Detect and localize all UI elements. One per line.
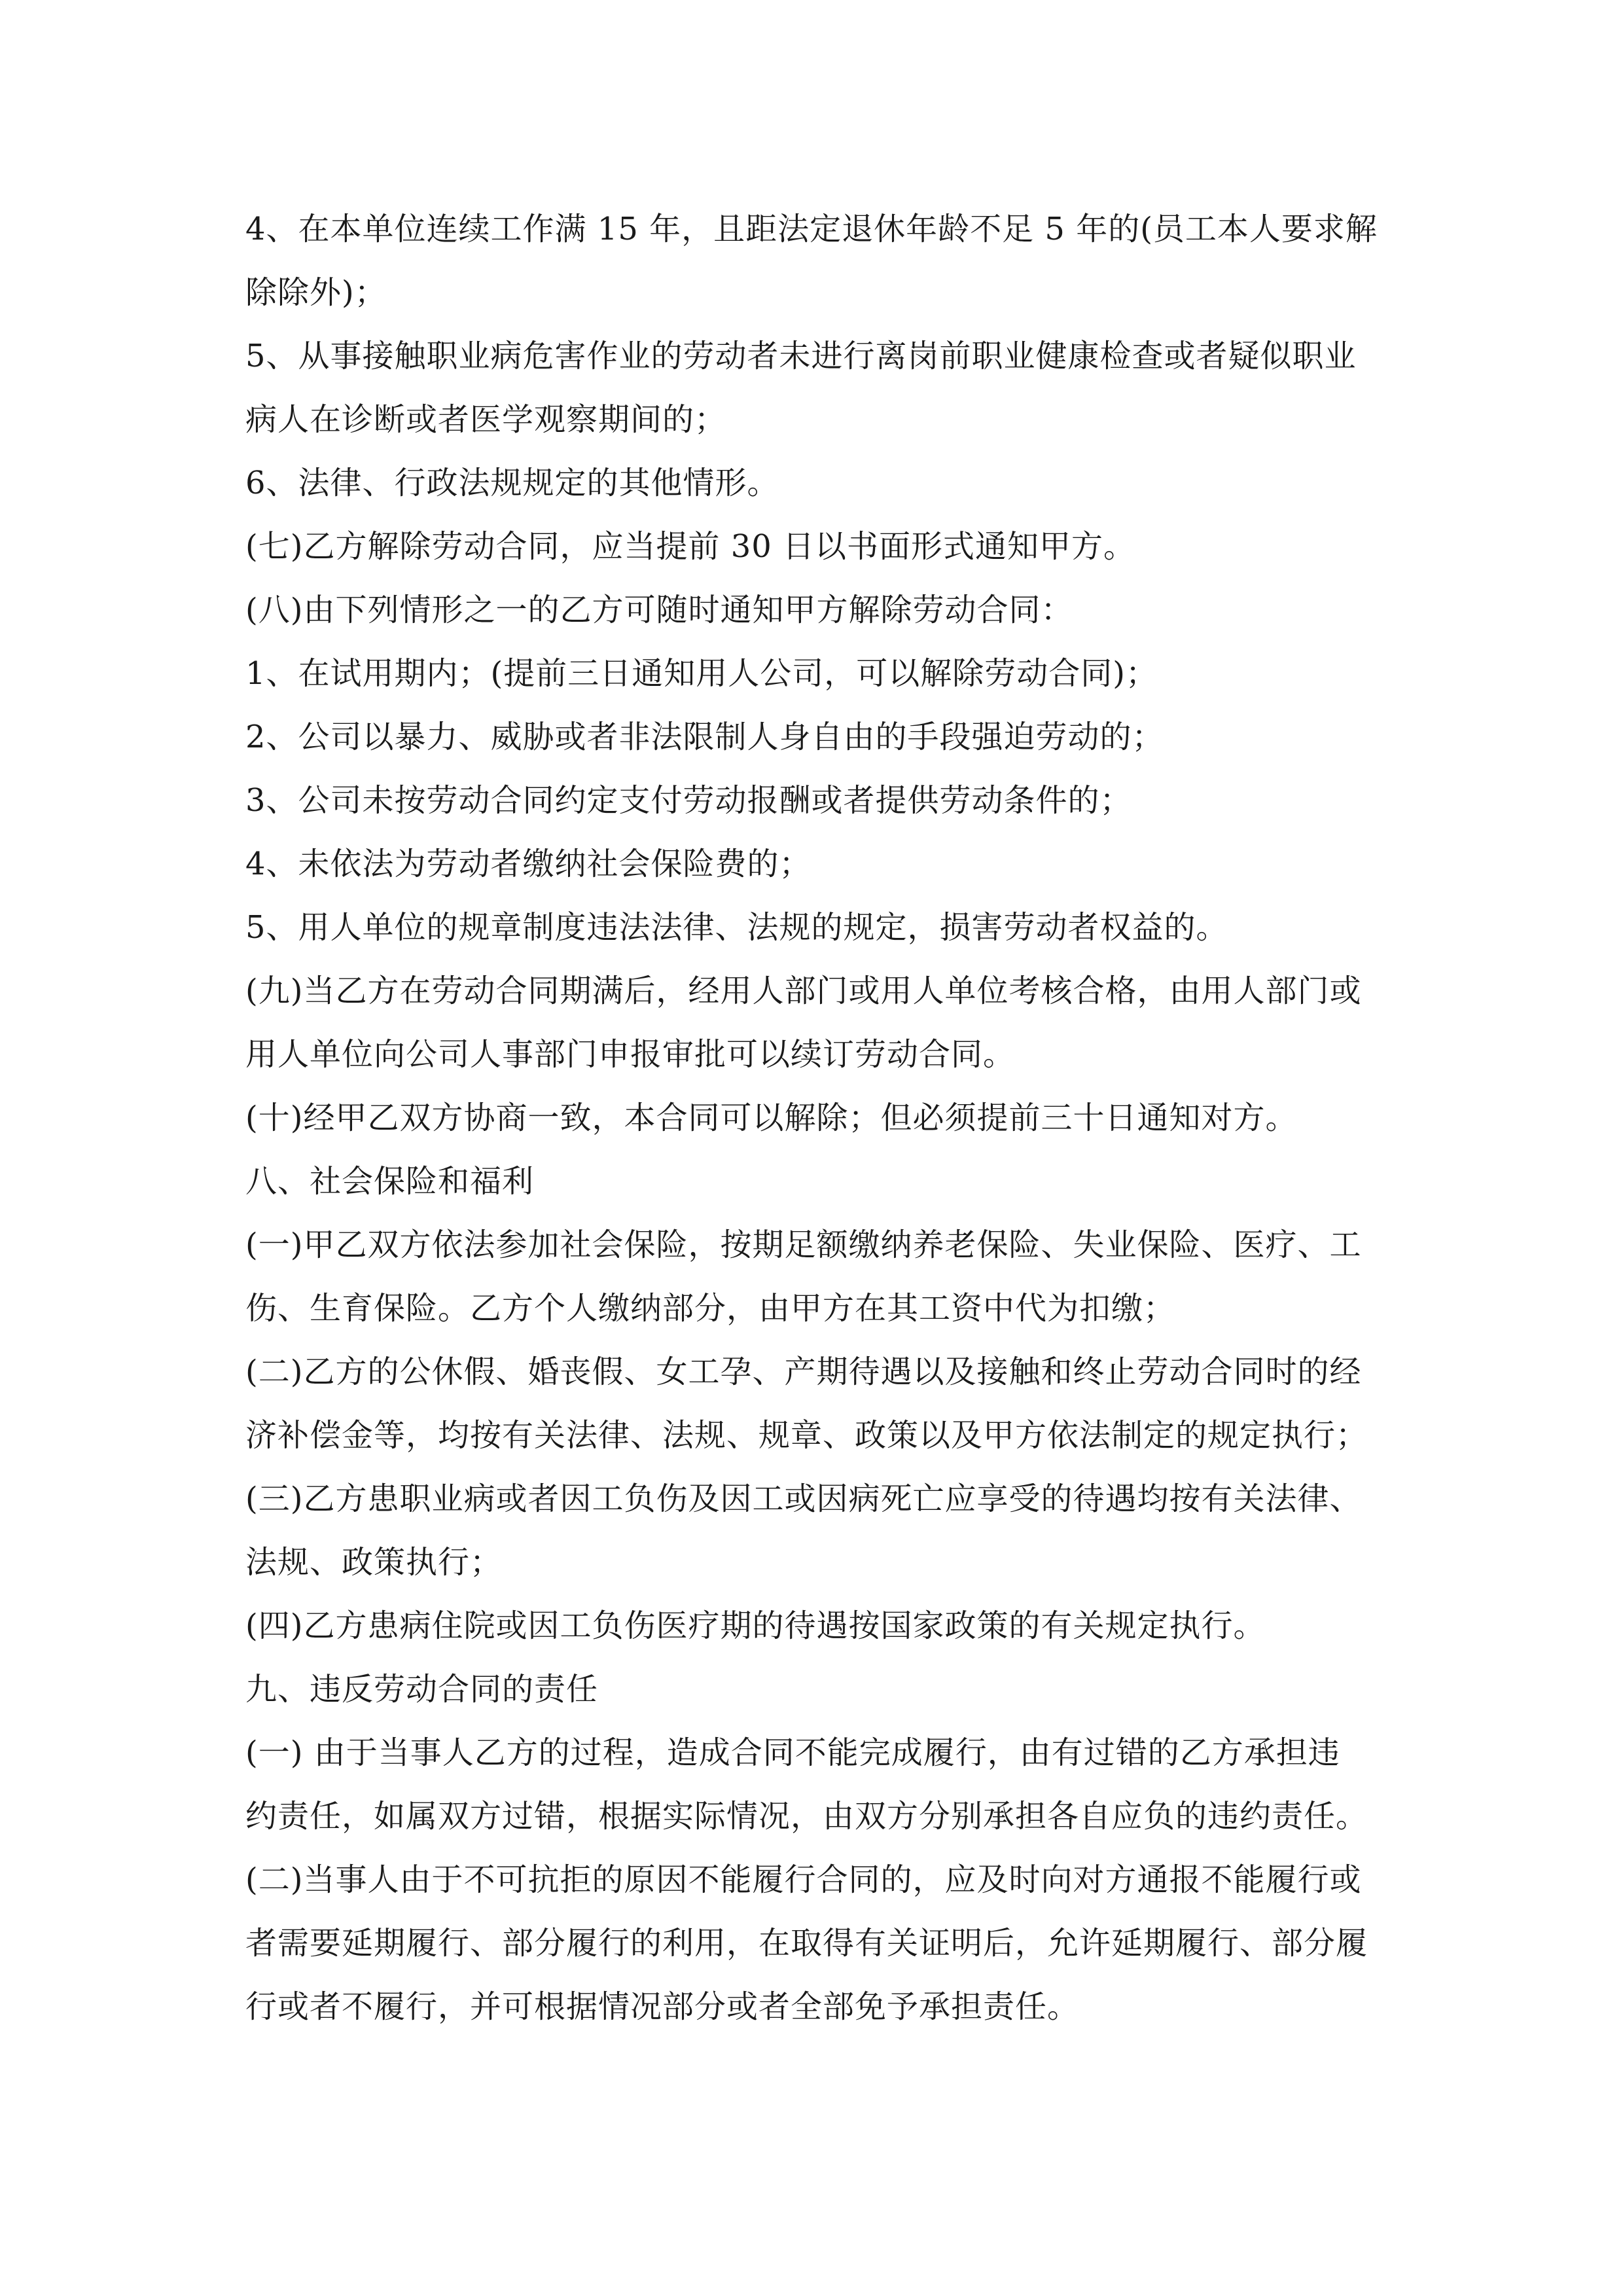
- text-line: 4、未依法为劳动者缴纳社会保险费的；: [245, 846, 812, 882]
- paragraph-liability-2: [245, 1848, 1384, 2039]
- text-line: (八)由下列情形之一的乙方可随时通知甲方解除劳动合同：: [245, 592, 1073, 628]
- text-line: 济补偿金等，均按有关法律、法规、规章、政策以及甲方依法制定的规定执行；: [245, 1417, 1368, 1454]
- heading-social-insurance: [245, 1150, 1384, 1213]
- paragraph-insurance-2: [245, 1340, 1384, 1467]
- paragraph-section-7: [245, 515, 1384, 579]
- text-line: 行或者不履行，并可根据情况部分或者全部免予承担责任。: [245, 1988, 1080, 2025]
- paragraph-section-10: [245, 1086, 1384, 1150]
- paragraph-sub-item-4: [245, 833, 1384, 896]
- text-line: 用人单位向公司人事部门申报审批可以续订劳动合同。: [245, 1036, 1016, 1073]
- text-line: (一)甲乙双方依法参加社会保险，按期足额缴纳养老保险、失业保险、医疗、工: [245, 1227, 1362, 1263]
- text-line: (二)乙方的公休假、婚丧假、女工孕、产期待遇以及接触和终止劳动合同时的经: [245, 1354, 1362, 1390]
- paragraph-liability-1: [245, 1721, 1384, 1848]
- text-line: (三)乙方患职业病或者因工负伤及因工或因病死亡应享受的待遇均按有关法律、: [245, 1480, 1362, 1517]
- heading-breach-liability: [245, 1658, 1384, 1721]
- text-line: 八、社会保险和福利: [245, 1163, 535, 1200]
- text-line: (十)经甲乙双方协商一致，本合同可以解除；但必须提前三十日通知对方。: [245, 1100, 1298, 1136]
- text-line: (一) 由于当事人乙方的过程，造成合同不能完成履行，由有过错的乙方承担违: [245, 1734, 1340, 1771]
- paragraph-section-8: [245, 579, 1384, 642]
- text-line: 九、违反劳动合同的责任: [245, 1671, 599, 1708]
- paragraph-insurance-3: [245, 1467, 1384, 1594]
- text-line: 法规、政策执行；: [245, 1544, 503, 1581]
- paragraph-sub-item-2: [245, 706, 1384, 769]
- text-line: (九)当乙方在劳动合同期满后，经用人部门或用人单位考核合格，由用人部门或: [245, 973, 1362, 1009]
- paragraph-sub-item-5: [245, 896, 1384, 960]
- paragraph-item-6-other: [245, 452, 1384, 515]
- text-line: 3、公司未按劳动合同约定支付劳动报酬或者提供劳动条件的；: [245, 782, 1132, 819]
- text-line: 5、用人单位的规章制度违法法律、法规的规定，损害劳动者权益的。: [245, 909, 1228, 946]
- text-line: 病人在诊断或者医学观察期间的；: [245, 401, 727, 438]
- text-line: 2、公司以暴力、威胁或者非法限制人身自由的手段强迫劳动的；: [245, 719, 1164, 755]
- text-line: (四)乙方患病住院或因工负伤医疗期的待遇按国家政策的有关规定执行。: [245, 1607, 1266, 1644]
- text-line: 5、从事接触职业病危害作业的劳动者未进行离岗前职业健康检查或者疑似职业: [245, 338, 1357, 374]
- paragraph-sub-item-3: [245, 769, 1384, 833]
- paragraph-sub-item-1: [245, 642, 1384, 706]
- text-line: 6、法律、行政法规规定的其他情形。: [245, 465, 779, 501]
- paragraph-insurance-4: [245, 1594, 1384, 1658]
- text-line: 约责任，如属双方过错，根据实际情况，由双方分别承担各自应负的违约责任。: [245, 1798, 1368, 1835]
- paragraph-section-9: [245, 960, 1384, 1086]
- paragraph-item-4-retirement: [245, 198, 1384, 325]
- text-line: (二)当事人由于不可抗拒的原因不能履行合同的，应及时向对方通报不能履行或: [245, 1861, 1362, 1898]
- text-line: 除除外)；: [245, 274, 387, 311]
- text-line: 4、在本单位连续工作满 15 年，且距法定退休年龄不足 5 年的(员工本人要求解: [245, 211, 1378, 247]
- text-line: 伤、生育保险。乙方个人缴纳部分，由甲方在其工资中代为扣缴；: [245, 1290, 1176, 1327]
- paragraph-item-5-occupational-disease: [245, 325, 1384, 452]
- text-line: (七)乙方解除劳动合同，应当提前 30 日以书面形式通知甲方。: [245, 528, 1136, 565]
- document-body: [245, 198, 1384, 2039]
- text-line: 者需要延期履行、部分履行的利用，在取得有关证明后，允许延期履行、部分履: [245, 1925, 1368, 1962]
- paragraph-insurance-1: [245, 1213, 1384, 1340]
- text-line: 1、在试用期内；(提前三日通知用人公司，可以解除劳动合同)；: [245, 655, 1158, 692]
